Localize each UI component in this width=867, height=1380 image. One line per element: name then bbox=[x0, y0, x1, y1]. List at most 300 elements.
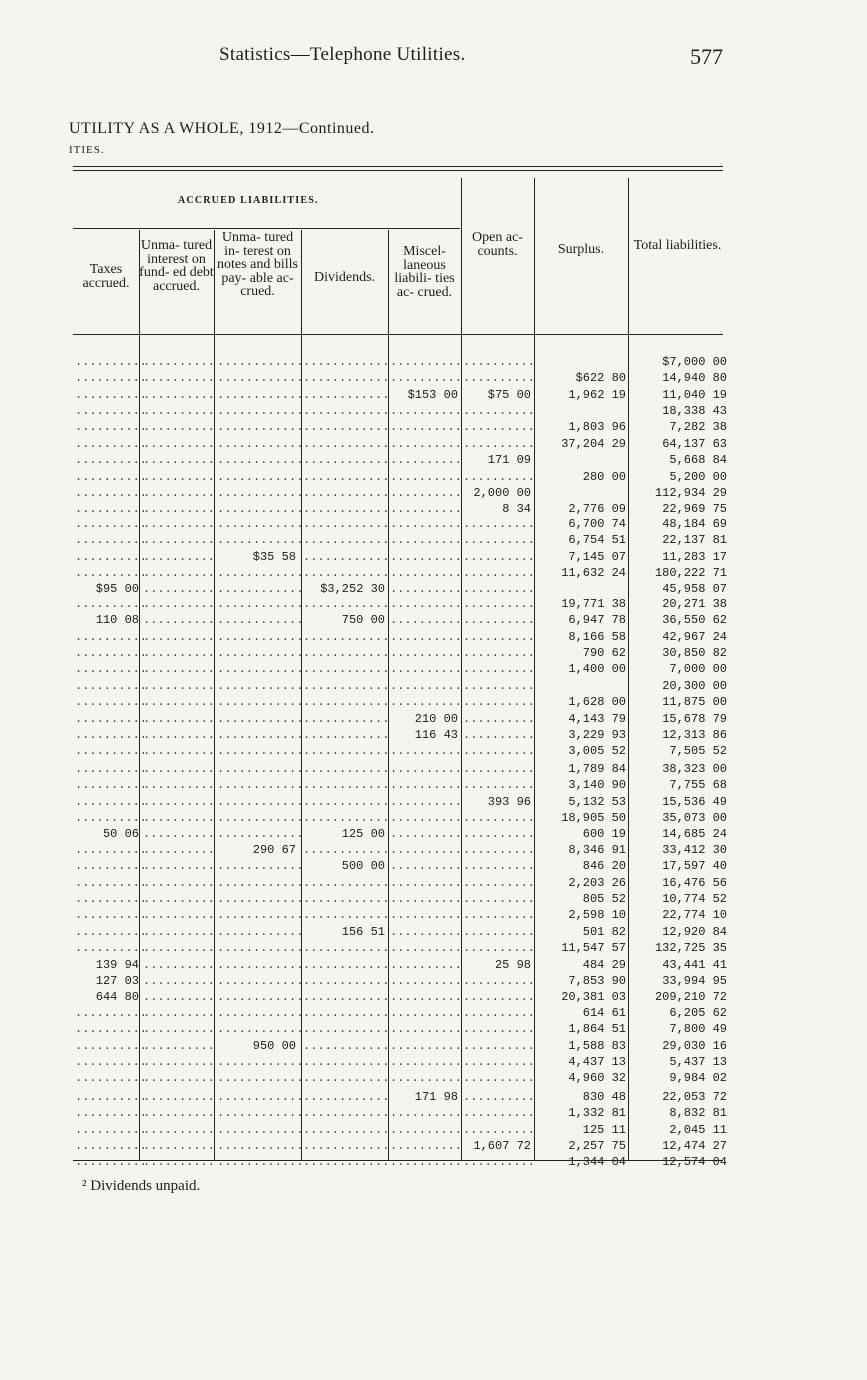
leader-dots: ............ bbox=[217, 453, 304, 468]
cell-surplus: 484 29 bbox=[582, 957, 626, 972]
leader-dots: .......... bbox=[143, 613, 216, 628]
leader-dots: .......... bbox=[390, 1022, 463, 1037]
leader-dots: .......... bbox=[75, 762, 148, 776]
cell-surplus: 1,803 96 bbox=[568, 420, 626, 435]
cell-total: 22,137 81 bbox=[662, 533, 727, 548]
leader-dots: .......... bbox=[75, 1071, 148, 1086]
cell-total: 6,205 62 bbox=[669, 1006, 727, 1020]
leader-dots: ............ bbox=[303, 502, 390, 517]
leader-dots: .......... bbox=[143, 645, 216, 660]
leader-dots: .......... bbox=[390, 1106, 463, 1121]
cell-taxes: 139 94 bbox=[95, 957, 139, 972]
leader-dots: .......... bbox=[75, 1038, 148, 1053]
leader-dots: ............ bbox=[303, 875, 390, 890]
leader-dots: ............ bbox=[217, 1122, 304, 1137]
leader-dots: ............ bbox=[303, 778, 390, 793]
leader-dots: ............ bbox=[217, 1022, 304, 1037]
cell-misc: 210 00 bbox=[414, 711, 458, 726]
leader-dots: ............ bbox=[303, 403, 390, 418]
cell-open: 171 09 bbox=[487, 453, 531, 468]
cell-total: 11,875 00 bbox=[662, 695, 727, 710]
leader-dots: .......... bbox=[143, 1071, 216, 1086]
leader-dots: .......... bbox=[390, 990, 463, 1005]
leader-dots: .......... bbox=[463, 679, 536, 693]
leader-dots: .......... bbox=[75, 629, 148, 644]
cell-total: 11,040 19 bbox=[662, 387, 727, 402]
leader-dots: .......... bbox=[75, 453, 148, 468]
running-head: Statistics—Telephone Utilities. bbox=[219, 44, 466, 65]
leader-dots: .......... bbox=[75, 371, 148, 386]
leader-dots: ............ bbox=[217, 662, 304, 677]
leader-dots: ............ bbox=[217, 565, 304, 580]
leader-dots: ............ bbox=[303, 990, 390, 1005]
leader-dots: .......... bbox=[75, 1006, 148, 1020]
cell-surplus: 11,632 24 bbox=[561, 565, 626, 580]
cell-dividends: 125 00 bbox=[341, 827, 385, 842]
leader-dots: .......... bbox=[463, 469, 536, 484]
cell-surplus: 6,700 74 bbox=[568, 517, 626, 531]
leader-dots: .......... bbox=[143, 453, 216, 468]
leader-dots: .......... bbox=[143, 1122, 216, 1137]
leader-dots: .......... bbox=[390, 843, 463, 857]
leader-dots: ............ bbox=[217, 778, 304, 793]
leader-dots: .......... bbox=[463, 711, 536, 726]
cell-dividends: $3,252 30 bbox=[320, 582, 385, 597]
cell-total: 33,412 30 bbox=[662, 843, 727, 857]
cell-total: 11,283 17 bbox=[662, 549, 727, 564]
cell-total: 7,800 49 bbox=[669, 1022, 727, 1037]
leader-dots: ............ bbox=[217, 355, 304, 369]
group-header-underline bbox=[73, 228, 460, 229]
leader-dots: .......... bbox=[75, 891, 148, 906]
cell-total: 5,668 84 bbox=[669, 453, 727, 468]
leader-dots: .......... bbox=[143, 908, 216, 923]
leader-dots: .......... bbox=[143, 957, 216, 972]
leader-dots: ............ bbox=[217, 387, 304, 402]
leader-dots: .......... bbox=[75, 355, 148, 369]
leader-dots: .......... bbox=[143, 827, 216, 842]
leader-dots: ............ bbox=[217, 629, 304, 644]
leader-dots: ............ bbox=[303, 1022, 390, 1037]
leader-dots: ............ bbox=[303, 420, 390, 435]
leader-dots: .......... bbox=[390, 1006, 463, 1020]
leader-dots: ............ bbox=[303, 1038, 390, 1053]
leader-dots: .......... bbox=[390, 355, 463, 369]
leader-dots: .......... bbox=[463, 533, 536, 548]
leader-dots: ............ bbox=[303, 727, 390, 742]
leader-dots: ............ bbox=[217, 1106, 304, 1121]
leader-dots: ............ bbox=[303, 744, 390, 759]
cell-total: 12,474 27 bbox=[662, 1138, 727, 1153]
leader-dots: .......... bbox=[75, 403, 148, 418]
leader-dots: ............ bbox=[303, 1090, 390, 1104]
leader-dots: ............ bbox=[303, 810, 390, 825]
leader-dots: .......... bbox=[143, 973, 216, 988]
cell-surplus: 6,947 78 bbox=[568, 613, 626, 628]
leader-dots: ............ bbox=[303, 485, 390, 500]
leader-dots: .......... bbox=[463, 517, 536, 531]
leader-dots: ............ bbox=[217, 1090, 304, 1104]
cell-surplus: 37,204 29 bbox=[561, 437, 626, 451]
leader-dots: .......... bbox=[390, 973, 463, 988]
cell-misc: $153 00 bbox=[407, 387, 458, 402]
leader-dots: ............ bbox=[303, 597, 390, 611]
cell-total: 7,755 68 bbox=[669, 778, 727, 793]
leader-dots: .......... bbox=[463, 810, 536, 825]
leader-dots: .......... bbox=[390, 695, 463, 710]
leader-dots: .......... bbox=[463, 403, 536, 418]
cell-surplus: 614 61 bbox=[582, 1006, 626, 1020]
leader-dots: ............ bbox=[303, 437, 390, 451]
leader-dots: ............ bbox=[217, 990, 304, 1005]
leader-dots: ............ bbox=[217, 469, 304, 484]
cell-total: 10,774 52 bbox=[662, 891, 727, 906]
cell-total: 33,994 95 bbox=[662, 973, 727, 988]
leader-dots: ............ bbox=[217, 645, 304, 660]
group-header: ACCRUED LIABILITIES. bbox=[178, 195, 319, 206]
leader-dots: .......... bbox=[75, 1138, 148, 1153]
leader-dots: ............ bbox=[303, 387, 390, 402]
leader-dots: .......... bbox=[463, 613, 536, 628]
leader-dots: .......... bbox=[390, 891, 463, 906]
cell-unmatured_notes: 290 67 bbox=[252, 843, 296, 857]
column-header-total: Total liabilities. bbox=[633, 238, 722, 253]
cell-surplus: 2,776 09 bbox=[568, 502, 626, 517]
leader-dots: .......... bbox=[390, 744, 463, 759]
cell-misc: 116 43 bbox=[414, 727, 458, 742]
leader-dots: .......... bbox=[463, 875, 536, 890]
leader-dots: .......... bbox=[143, 875, 216, 890]
cell-total: 5,437 13 bbox=[669, 1054, 727, 1069]
leader-dots: .......... bbox=[75, 437, 148, 451]
column-header-misc: Miscel- laneous liabili- ties ac- crued. bbox=[394, 244, 455, 300]
leader-dots: .......... bbox=[463, 645, 536, 660]
leader-dots: ............ bbox=[217, 1006, 304, 1020]
cell-total: 12,574 04 bbox=[662, 1155, 727, 1170]
cell-surplus: 7,145 07 bbox=[568, 549, 626, 564]
cell-total: 36,550 62 bbox=[662, 613, 727, 628]
table-subtitle: UTILITY AS A WHOLE, 1912—Continued. bbox=[69, 120, 375, 137]
leader-dots: .......... bbox=[463, 941, 536, 956]
leader-dots: .......... bbox=[390, 517, 463, 531]
leader-dots: .......... bbox=[463, 727, 536, 742]
leader-dots: .......... bbox=[463, 762, 536, 776]
leader-dots: .......... bbox=[143, 517, 216, 531]
leader-dots: .......... bbox=[390, 613, 463, 628]
leader-dots: .......... bbox=[75, 645, 148, 660]
column-rule bbox=[628, 178, 629, 1160]
leader-dots: ............ bbox=[217, 679, 304, 693]
leader-dots: .......... bbox=[463, 1006, 536, 1020]
leader-dots: .......... bbox=[75, 597, 148, 611]
cell-surplus: 5,132 53 bbox=[568, 794, 626, 809]
leader-dots: .......... bbox=[463, 1071, 536, 1086]
leader-dots: .......... bbox=[390, 762, 463, 776]
cell-surplus: 1,588 83 bbox=[568, 1038, 626, 1053]
leader-dots bbox=[540, 406, 626, 417]
page-number: 577 bbox=[690, 44, 723, 69]
leader-dots: .......... bbox=[463, 1106, 536, 1121]
leader-dots: .......... bbox=[463, 778, 536, 793]
cell-total: 38,323 00 bbox=[662, 762, 727, 776]
leader-dots: .......... bbox=[390, 941, 463, 956]
cell-total: 35,073 00 bbox=[662, 810, 727, 825]
leader-dots: .......... bbox=[143, 711, 216, 726]
leader-dots: ............ bbox=[217, 827, 304, 842]
leader-dots: .......... bbox=[463, 662, 536, 677]
leader-dots: ............ bbox=[303, 891, 390, 906]
leader-dots: .......... bbox=[463, 843, 536, 857]
leader-dots: .......... bbox=[390, 549, 463, 564]
leader-dots: ............ bbox=[303, 549, 390, 564]
leader-dots: ............ bbox=[303, 662, 390, 677]
leader-dots: ............ bbox=[217, 875, 304, 890]
leader-dots: .......... bbox=[463, 582, 536, 597]
leader-dots: .......... bbox=[463, 629, 536, 644]
leader-dots: .......... bbox=[390, 957, 463, 972]
cell-surplus: 501 82 bbox=[582, 925, 626, 939]
leader-dots: ............ bbox=[217, 502, 304, 517]
leader-dots: .......... bbox=[463, 437, 536, 451]
leader-dots: .......... bbox=[143, 695, 216, 710]
leader-dots: .......... bbox=[75, 1022, 148, 1037]
cell-total: 7,282 38 bbox=[669, 420, 727, 435]
cell-unmatured_notes: 950 00 bbox=[252, 1038, 296, 1053]
cell-surplus: 830 48 bbox=[582, 1090, 626, 1104]
leader-dots: .......... bbox=[143, 1022, 216, 1037]
cell-surplus: 1,344 04 bbox=[568, 1155, 626, 1170]
leader-dots: .......... bbox=[75, 744, 148, 759]
cell-surplus: 1,962 19 bbox=[568, 387, 626, 402]
leader-dots: ............ bbox=[303, 645, 390, 660]
leader-dots: ............ bbox=[303, 908, 390, 923]
leader-dots: ............ bbox=[303, 517, 390, 531]
leader-dots: .......... bbox=[390, 371, 463, 386]
leader-dots: .......... bbox=[390, 1138, 463, 1153]
cell-total: 45,958 07 bbox=[662, 582, 727, 597]
leader-dots: ............ bbox=[303, 1006, 390, 1020]
leader-dots: .......... bbox=[75, 778, 148, 793]
leader-dots: ............ bbox=[303, 1054, 390, 1069]
leader-dots bbox=[540, 357, 626, 368]
leader-dots: .......... bbox=[463, 355, 536, 369]
leader-dots: .......... bbox=[75, 662, 148, 677]
leader-dots: .......... bbox=[143, 925, 216, 939]
leader-dots: .......... bbox=[143, 859, 216, 874]
leader-dots: .......... bbox=[390, 925, 463, 939]
leader-dots: .......... bbox=[390, 810, 463, 825]
leader-dots: .......... bbox=[75, 533, 148, 548]
leader-dots: .......... bbox=[390, 502, 463, 517]
leader-dots: .......... bbox=[463, 990, 536, 1005]
leader-dots: .......... bbox=[75, 727, 148, 742]
leader-dots: ............ bbox=[217, 941, 304, 956]
leader-dots: ............ bbox=[217, 582, 304, 597]
leader-dots: .......... bbox=[75, 1122, 148, 1137]
leader-dots: ............ bbox=[217, 1054, 304, 1069]
cell-total: 209,210 72 bbox=[654, 990, 727, 1005]
leader-dots: ............ bbox=[303, 843, 390, 857]
leader-dots: ............ bbox=[303, 533, 390, 548]
leader-dots: ............ bbox=[303, 469, 390, 484]
leader-dots: .......... bbox=[390, 1038, 463, 1053]
leader-dots: .......... bbox=[390, 565, 463, 580]
leader-dots: ............ bbox=[303, 453, 390, 468]
leader-dots: .......... bbox=[143, 387, 216, 402]
leader-dots: .......... bbox=[75, 711, 148, 726]
leader-dots: ............ bbox=[217, 1071, 304, 1086]
leader-dots: .......... bbox=[390, 1054, 463, 1069]
leader-dots: .......... bbox=[463, 1090, 536, 1104]
leader-dots: .......... bbox=[75, 679, 148, 693]
leader-dots bbox=[540, 681, 626, 692]
leader-dots: .......... bbox=[143, 941, 216, 956]
leader-dots: .......... bbox=[390, 859, 463, 874]
leader-dots: .......... bbox=[390, 437, 463, 451]
leader-dots: .......... bbox=[75, 810, 148, 825]
leader-dots: ............ bbox=[303, 711, 390, 726]
cell-total: 43,441 41 bbox=[662, 957, 727, 972]
leader-dots: .......... bbox=[143, 1054, 216, 1069]
leader-dots: .......... bbox=[463, 827, 536, 842]
leader-dots: .......... bbox=[463, 695, 536, 710]
leader-dots: .......... bbox=[75, 925, 148, 939]
leader-dots: .......... bbox=[463, 908, 536, 923]
cell-total: 22,969 75 bbox=[662, 502, 727, 517]
leader-dots: .......... bbox=[143, 1138, 216, 1153]
cell-dividends: 750 00 bbox=[341, 613, 385, 628]
leader-dots: .......... bbox=[463, 597, 536, 611]
leader-dots: .......... bbox=[143, 810, 216, 825]
leader-dots: ............ bbox=[217, 613, 304, 628]
leader-dots: ............ bbox=[217, 403, 304, 418]
cell-surplus: 19,771 38 bbox=[561, 597, 626, 611]
leader-dots: .......... bbox=[390, 875, 463, 890]
cell-surplus: 3,005 52 bbox=[568, 744, 626, 759]
column-header-dividends: Dividends. bbox=[313, 270, 376, 285]
cell-surplus: 2,257 75 bbox=[568, 1138, 626, 1153]
cell-surplus: 1,400 00 bbox=[568, 662, 626, 677]
leader-dots bbox=[540, 455, 626, 466]
cell-surplus: 805 52 bbox=[582, 891, 626, 906]
cell-total: 8,832 81 bbox=[669, 1106, 727, 1121]
leader-dots: ............ bbox=[217, 810, 304, 825]
cell-total: 42,967 24 bbox=[662, 629, 727, 644]
cell-open: 25 98 bbox=[494, 957, 531, 972]
cell-total: 132,725 35 bbox=[654, 941, 727, 956]
column-header-taxes: Taxes accrued. bbox=[82, 262, 130, 291]
leader-dots: .......... bbox=[75, 908, 148, 923]
cell-total: $7,000 00 bbox=[662, 355, 727, 369]
leader-dots: .......... bbox=[143, 1106, 216, 1121]
leader-dots bbox=[540, 488, 626, 499]
column-header-unmatured_funded: Unma- tured interest on fund- ed debt accrued. bbox=[139, 238, 214, 294]
leader-dots: .......... bbox=[463, 891, 536, 906]
leader-dots: .......... bbox=[390, 827, 463, 842]
leader-dots: ............ bbox=[303, 1138, 390, 1153]
leader-dots: ............ bbox=[217, 908, 304, 923]
cell-total: 14,685 24 bbox=[662, 827, 727, 842]
leader-dots: .......... bbox=[390, 420, 463, 435]
cell-surplus: 11,547 57 bbox=[561, 941, 626, 956]
leader-dots: .......... bbox=[75, 420, 148, 435]
cell-unmatured_notes: $35 58 bbox=[252, 549, 296, 564]
leader-dots: .......... bbox=[390, 1071, 463, 1086]
leader-dots: .......... bbox=[390, 485, 463, 500]
leader-dots: ............ bbox=[217, 891, 304, 906]
cell-surplus: 1,864 51 bbox=[568, 1022, 626, 1037]
leader-dots: ............ bbox=[303, 1071, 390, 1086]
cell-dividends: 500 00 bbox=[341, 859, 385, 874]
leader-dots: .......... bbox=[390, 582, 463, 597]
cell-taxes: 127 03 bbox=[95, 973, 139, 988]
leader-dots: .......... bbox=[143, 371, 216, 386]
leader-dots: .......... bbox=[75, 1106, 148, 1121]
leader-dots: .......... bbox=[75, 875, 148, 890]
leader-dots: .......... bbox=[75, 859, 148, 874]
cell-total: 30,850 82 bbox=[662, 645, 727, 660]
cell-total: 5,200 00 bbox=[669, 469, 727, 484]
leader-dots: .......... bbox=[75, 794, 148, 809]
leader-dots: ............ bbox=[217, 485, 304, 500]
cell-total: 16,476 56 bbox=[662, 875, 727, 890]
leader-dots: .......... bbox=[390, 403, 463, 418]
cell-surplus: 6,754 51 bbox=[568, 533, 626, 548]
cell-surplus: 125 11 bbox=[582, 1122, 626, 1137]
top-rule-inner bbox=[73, 170, 723, 171]
leader-dots: .......... bbox=[390, 679, 463, 693]
cell-surplus: 18,905 50 bbox=[561, 810, 626, 825]
cell-surplus: 846 20 bbox=[582, 859, 626, 874]
leader-dots: .......... bbox=[75, 695, 148, 710]
cell-total: 180,222 71 bbox=[654, 565, 727, 580]
cell-open: 2,000 00 bbox=[473, 485, 531, 500]
cell-total: 20,300 00 bbox=[662, 679, 727, 693]
leader-dots: ............ bbox=[303, 794, 390, 809]
cell-surplus: 600 19 bbox=[582, 827, 626, 842]
leader-dots: .......... bbox=[463, 1054, 536, 1069]
leader-dots: ............ bbox=[303, 1122, 390, 1137]
leader-dots: ............ bbox=[217, 420, 304, 435]
leader-dots: .......... bbox=[463, 925, 536, 939]
leader-dots: .......... bbox=[390, 469, 463, 484]
leader-dots: .......... bbox=[390, 794, 463, 809]
cell-surplus: 4,437 13 bbox=[568, 1054, 626, 1069]
leader-dots: ............ bbox=[303, 1155, 390, 1170]
cell-surplus: 1,628 00 bbox=[568, 695, 626, 710]
leader-dots: ............ bbox=[217, 597, 304, 611]
cell-surplus: 4,143 79 bbox=[568, 711, 626, 726]
leader-dots: ............ bbox=[303, 565, 390, 580]
leader-dots: .......... bbox=[143, 533, 216, 548]
leader-dots: .......... bbox=[143, 502, 216, 517]
leader-dots: .......... bbox=[390, 597, 463, 611]
leader-dots: ............ bbox=[303, 973, 390, 988]
cell-total: 20,271 38 bbox=[662, 597, 727, 611]
leader-dots: .......... bbox=[463, 1122, 536, 1137]
leader-dots: .......... bbox=[390, 662, 463, 677]
cell-surplus: 2,598 10 bbox=[568, 908, 626, 923]
header-bottom-rule bbox=[73, 334, 723, 335]
cell-total: 18,338 43 bbox=[662, 403, 727, 418]
cell-surplus: 3,140 90 bbox=[568, 778, 626, 793]
cell-total: 15,678 79 bbox=[662, 711, 727, 726]
leader-dots: .......... bbox=[143, 744, 216, 759]
cell-open: 8 34 bbox=[502, 502, 531, 517]
leader-dots: ............ bbox=[217, 957, 304, 972]
cell-total: 64,137 63 bbox=[662, 437, 727, 451]
leader-dots: ............ bbox=[303, 941, 390, 956]
